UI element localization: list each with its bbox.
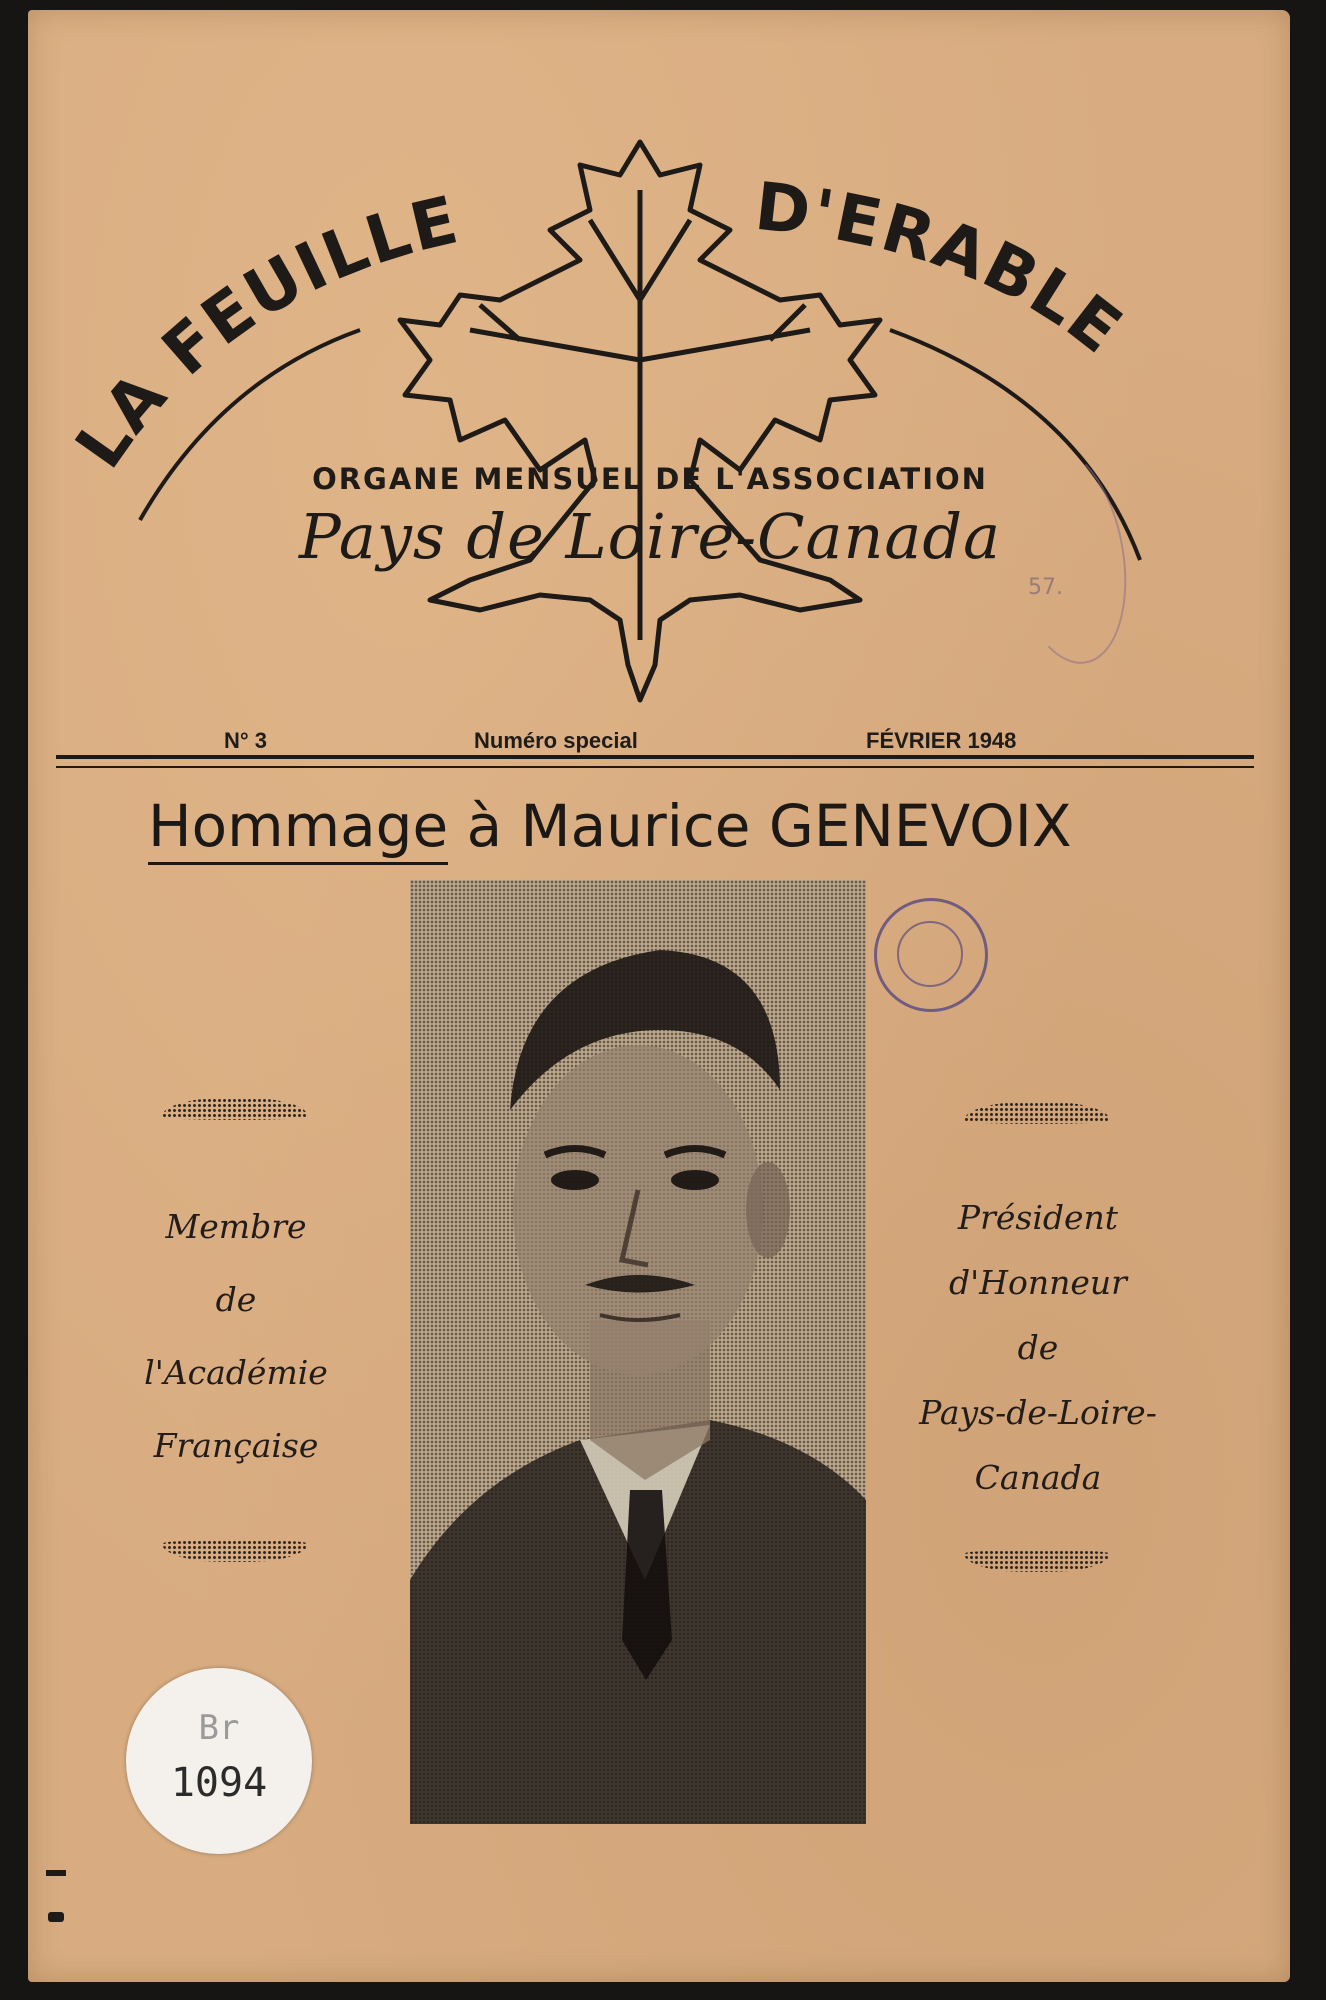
left-caption-line: l'Académie	[144, 1353, 328, 1392]
ornament-dots	[162, 1098, 308, 1120]
masthead-graphic	[0, 0, 1326, 720]
association-name: Pays de Loire-Canada	[298, 500, 1002, 573]
right-caption	[888, 1185, 1188, 1510]
issue-edition: Numéro special	[474, 728, 638, 753]
shelf-mark-number: 1094	[170, 1760, 268, 1806]
right-caption-line: Canada	[974, 1458, 1102, 1497]
document-page	[28, 10, 1290, 1982]
second-rule	[56, 766, 1254, 768]
library-stamp	[874, 898, 988, 1012]
issue-number: N° 3	[224, 728, 268, 753]
ornament-dots	[162, 1540, 308, 1562]
right-caption-line: de	[1017, 1328, 1059, 1367]
right-caption-line: Président	[957, 1198, 1119, 1237]
portrait-figure	[410, 880, 866, 1824]
headline-rest: à Maurice GENEVOIX	[448, 792, 1072, 860]
headline-prefix: Hommage	[148, 792, 448, 865]
left-caption-line: Membre	[165, 1207, 307, 1246]
edge-mark	[46, 1870, 66, 1876]
headline	[148, 792, 1148, 860]
right-caption-line: d'Honneur	[949, 1263, 1127, 1302]
portrait-photo	[410, 880, 866, 1824]
ornament-dots	[964, 1550, 1110, 1572]
edge-mark	[48, 1912, 64, 1922]
left-caption-line: de	[215, 1280, 257, 1319]
masthead	[0, 0, 1326, 720]
ornament-dots	[964, 1102, 1110, 1124]
title-left: LA FEUILLE	[60, 181, 467, 482]
organ-line: ORGANE MENSUEL DE L'ASSOCIATION	[312, 462, 988, 496]
title-right: D'ERABLE	[751, 167, 1138, 370]
shelf-mark-label	[126, 1668, 312, 1854]
library-stamp-inner	[897, 921, 963, 987]
right-caption-line: Pays-de-Loire-	[919, 1393, 1157, 1432]
issue-date: FÉVRIER 1948	[866, 728, 1017, 753]
left-caption	[116, 1190, 356, 1482]
top-rule	[56, 755, 1254, 759]
left-caption-line: Française	[153, 1426, 319, 1465]
pencil-note: 57.	[1028, 575, 1063, 600]
shelf-mark-prefix: Br	[198, 1708, 240, 1748]
